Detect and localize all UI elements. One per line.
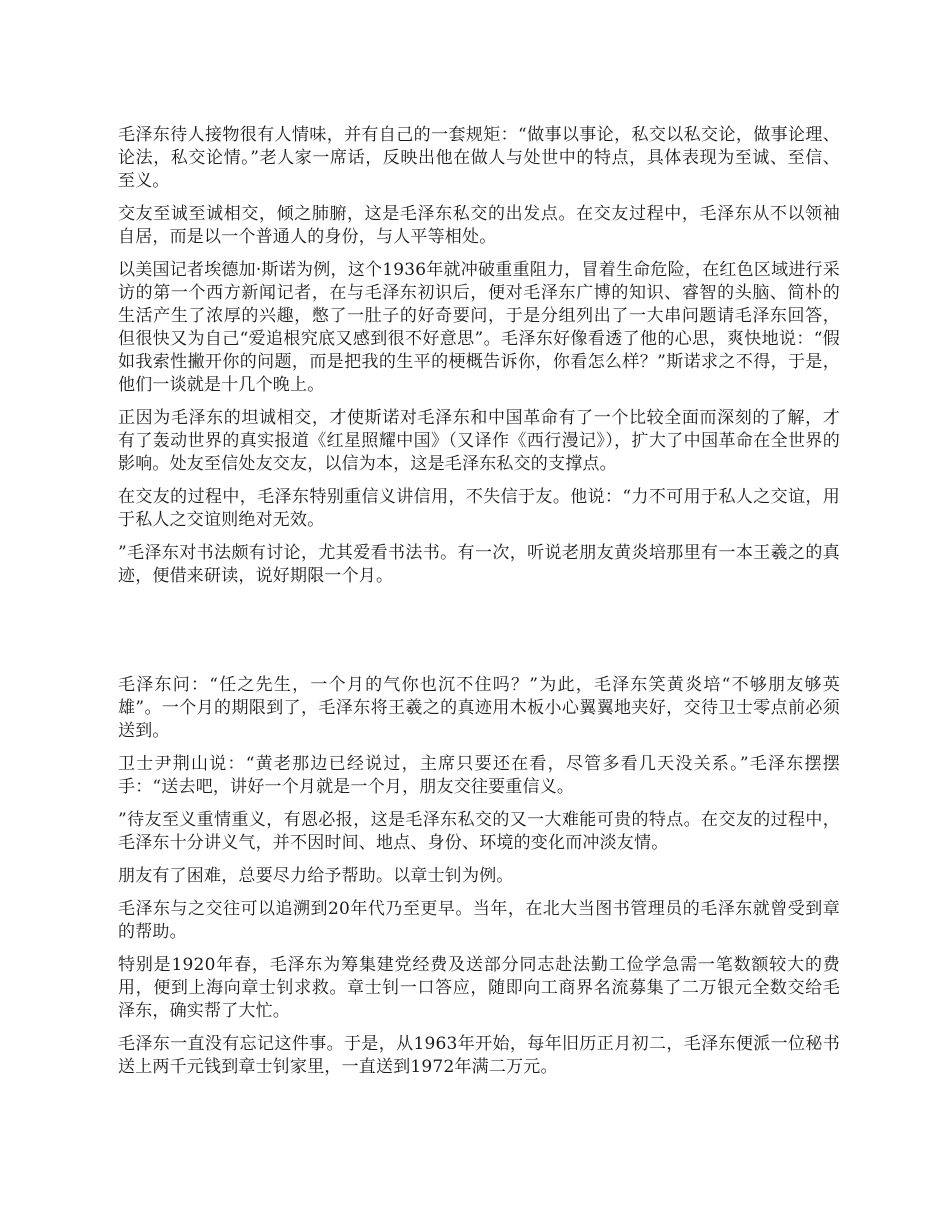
paragraph: 毛泽东问：“任之先生，一个月的气你也沉不住吗？”为此，毛泽东笑黄炎培“不够朋友够英雄”。一个月的期限到了，毛泽东将王羲之的真迹用木板小心翼翼地夹好，交待卫士零点前必须送到。 <box>118 675 840 741</box>
paragraph: 毛泽东一直没有忘记这件事。于是，从1963年开始，每年旧历正月初二，毛泽东便派一位秘书送上两千元钱到章士钊家里，一直送到1972年满二万元。 <box>118 1034 840 1077</box>
document-body <box>118 124 840 1089</box>
paragraph: 卫士尹荆山说：“黄老那边已经说过，主席只要还在看，尽管多看几天没关系。”毛泽东摆摆手：“送去吧，讲好一个月就是一个月，朋友交往要重信义。 <box>118 754 840 797</box>
paragraph: 在交友的过程中，毛泽东特别重信义讲信用，不失信于友。他说：“力不可用于私人之交谊，用于私人之交谊则绝对无效。 <box>118 487 840 530</box>
paragraph: 正因为毛泽东的坦诚相交，才使斯诺对毛泽东和中国革命有了一个比较全面而深刻的了解，才有了轰动世界的真实报道《红星照耀中国》（又译作《西行漫记》），扩大了中国革命在全世界的影响。处友至信处友交友，以信为本，这是毛泽东私交的支撑点。 <box>118 408 840 474</box>
paragraph: 以美国记者埃德加·斯诺为例，这个1936年就冲破重重阻力，冒着生命危险，在红色区域进行采访的第一个西方新闻记者，在与毛泽东初识后，便对毛泽东广博的知识、睿智的头脑、简朴的生活产生了浓厚的兴趣，憋了一肚子的好奇要问，于是分组列出了一大串问题请毛泽东回答，但很快又为自己“爱追根究底又感到很不好意思”。毛泽东好像看透了他的心思，爽快地说：“假如我索性撇开你的问题，而是把我的生平的梗概告诉你，你看怎么样？”斯诺求之不得，于是，他们一谈就是十几个晚上。 <box>118 260 840 395</box>
paragraph: 交友至诚至诚相交，倾之肺腑，这是毛泽东私交的出发点。在交友过程中，毛泽东从不以领袖自居，而是以一个普通人的身份，与人平等相处。 <box>118 204 840 247</box>
paragraph: 特别是1920年春，毛泽东为筹集建党经费及送部分同志赴法勤工俭学急需一笔数额较大的费用，便到上海向章士钊求救。章士钊一口答应，随即向工商界名流募集了二万银元全数交给毛泽东，确实帮了大忙。 <box>118 955 840 1021</box>
paragraph: 毛泽东待人接物很有人情味，并有自己的一套规矩：“做事以事论，私交以私交论，做事论理、论法，私交论情。”老人家一席话，反映出他在做人与处世中的特点，具体表现为至诚、至信、至义。 <box>118 125 840 191</box>
paragraph: 毛泽东与之交往可以追溯到20年代乃至更早。当年，在北大当图书管理员的毛泽东就曾受到章的帮助。 <box>118 899 840 942</box>
section-spacer <box>118 598 840 674</box>
paragraph: 朋友有了困难，总要尽力给予帮助。以章士钊为例。 <box>118 866 514 886</box>
paragraph: ”待友至义重情重义，有恩必报，这是毛泽东私交的又一大难能可贵的特点。在交友的过程中，毛泽东十分讲义气，并不因时间、地点、身份、环境的变化而冲淡友情。 <box>118 810 840 853</box>
paragraph: ”毛泽东对书法颇有讨论，尤其爱看书法书。有一次，听说老朋友黄炎培那里有一本王羲之的真迹，便借来研读，说好期限一个月。 <box>118 543 840 586</box>
